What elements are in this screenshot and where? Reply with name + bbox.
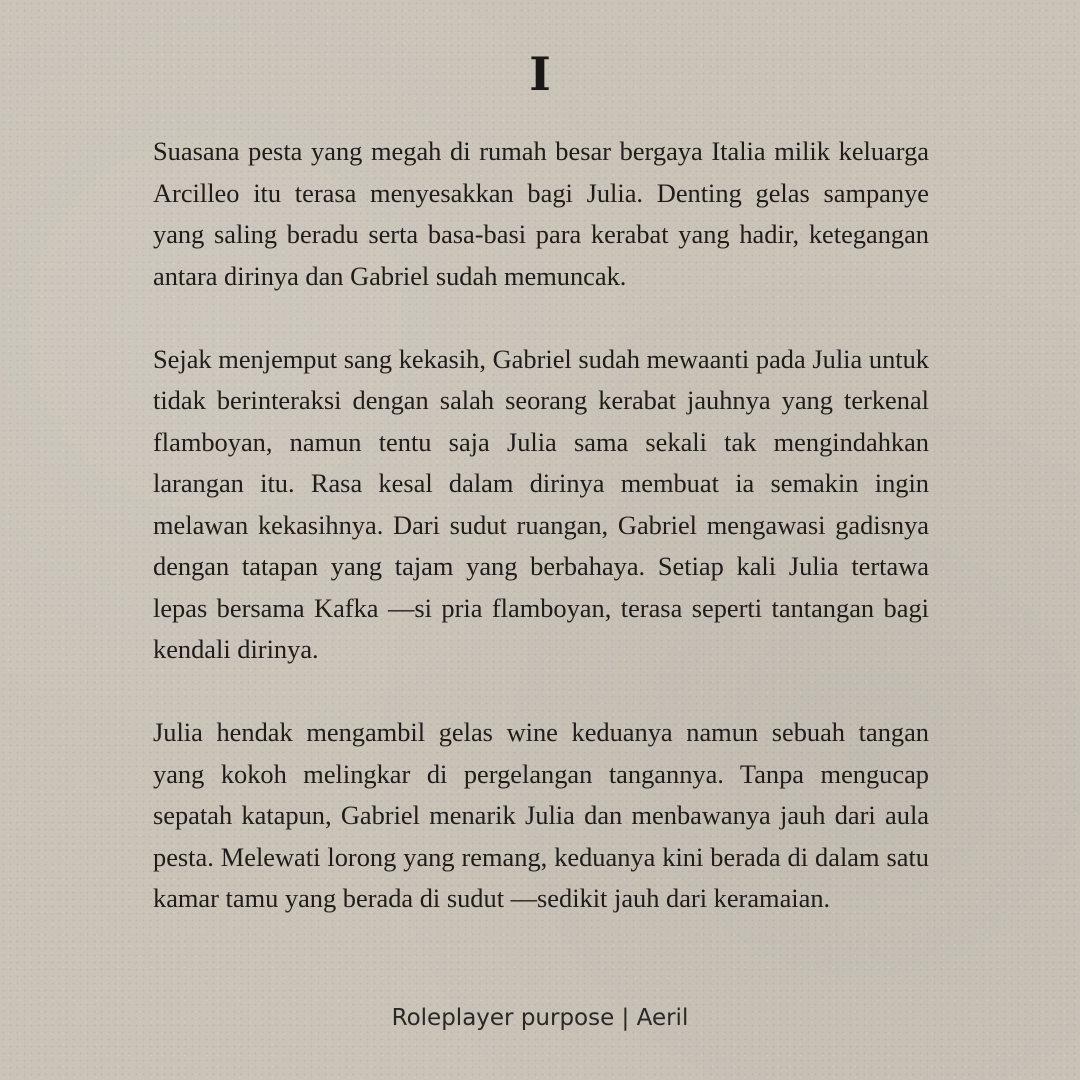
story-paragraph-1: Suasana pesta yang megah di rumah besar bergaya Italia milik keluarga Arcilleo itu terasa menyesakkan bagi Julia. Denting gelas sampanye yang saling beradu serta basa-basi para kerabat yang hadir, ketegangan antara dirinya dan Gabriel sudah memuncak. <box>153 136 929 291</box>
chapter-heading: I <box>529 47 551 101</box>
story-body <box>153 131 929 961</box>
footer-credit: Roleplayer purpose | Aeril <box>391 1005 689 1031</box>
story-paragraph-2: Sejak menjemput sang kekasih, Gabriel sudah mewaanti pada Julia untuk tidak berinteraksi dengan salah seorang kerabat jauhnya yang terkenal flamboyan, namun tentu saja Julia sama sekali tak mengindahkan larangan itu. Rasa kesal dalam dirinya membuat ia semakin ingin melawan kekasihnya. Dari sudut ruangan, Gabriel mengawasi gadisnya dengan tatapan yang tajam yang berbahaya. Setiap kali Julia tertawa lepas bersama Kafka —si pria flamboyan, terasa seperti tantangan bagi kendali dirinya. <box>153 343 929 664</box>
story-paragraph-3: Julia hendak mengambil gelas wine keduanya namun sebuah tangan yang kokoh melingkar di pergelangan tangannya. Tanpa mengucap sepatah katapun, Gabriel menarik Julia dan menbawanya jauh dari aula pesta. Melewati lorong yang remang, keduanya kini berada di dalam satu kamar tamu yang berada di sudut —sedikit jauh dari keramaian. <box>153 717 929 913</box>
